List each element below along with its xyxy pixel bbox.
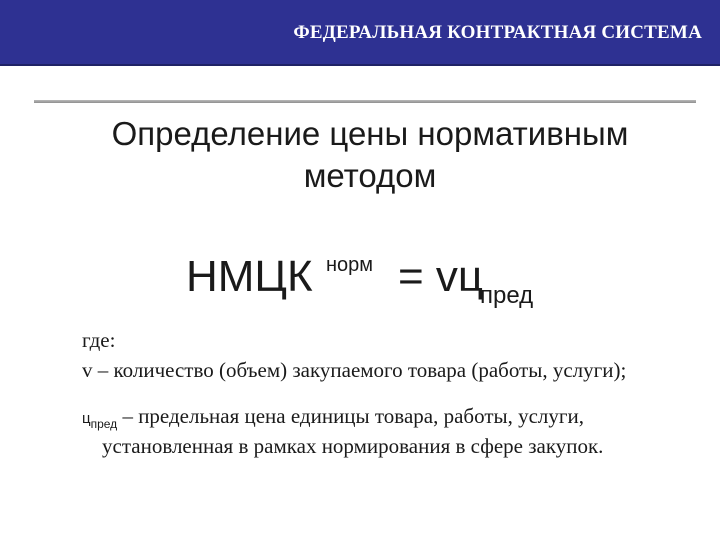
formula-lhs: НМЦК: [186, 252, 313, 301]
slide-title: Определение цены нормативным методом: [111, 115, 629, 194]
definition-c-line1: [82, 402, 584, 434]
formula-rhs-subscript: пред: [480, 282, 534, 309]
header-bar: [0, 0, 720, 66]
formula-lhs-superscript: норм: [326, 254, 374, 276]
definition-v: v – количество (объем) закупаемого товара (работы, услуги);: [82, 358, 627, 382]
c-symbol-letter: ц: [82, 410, 91, 427]
definition-c-line2: установленная в рамках нормирования в сфере закупок.: [102, 434, 604, 458]
c-symbol-subscript: пред: [90, 417, 118, 431]
definition-where: где:: [82, 328, 116, 352]
title-divider: [34, 100, 696, 103]
formula-rhs: = vц: [398, 252, 484, 301]
c-symbol: [82, 410, 118, 431]
header-title: ФЕДЕРАЛЬНАЯ КОНТРАКТНАЯ СИСТЕМА: [293, 22, 702, 43]
definition-c-text1: – предельная цена единицы товара, работы, услуги,: [122, 404, 585, 428]
